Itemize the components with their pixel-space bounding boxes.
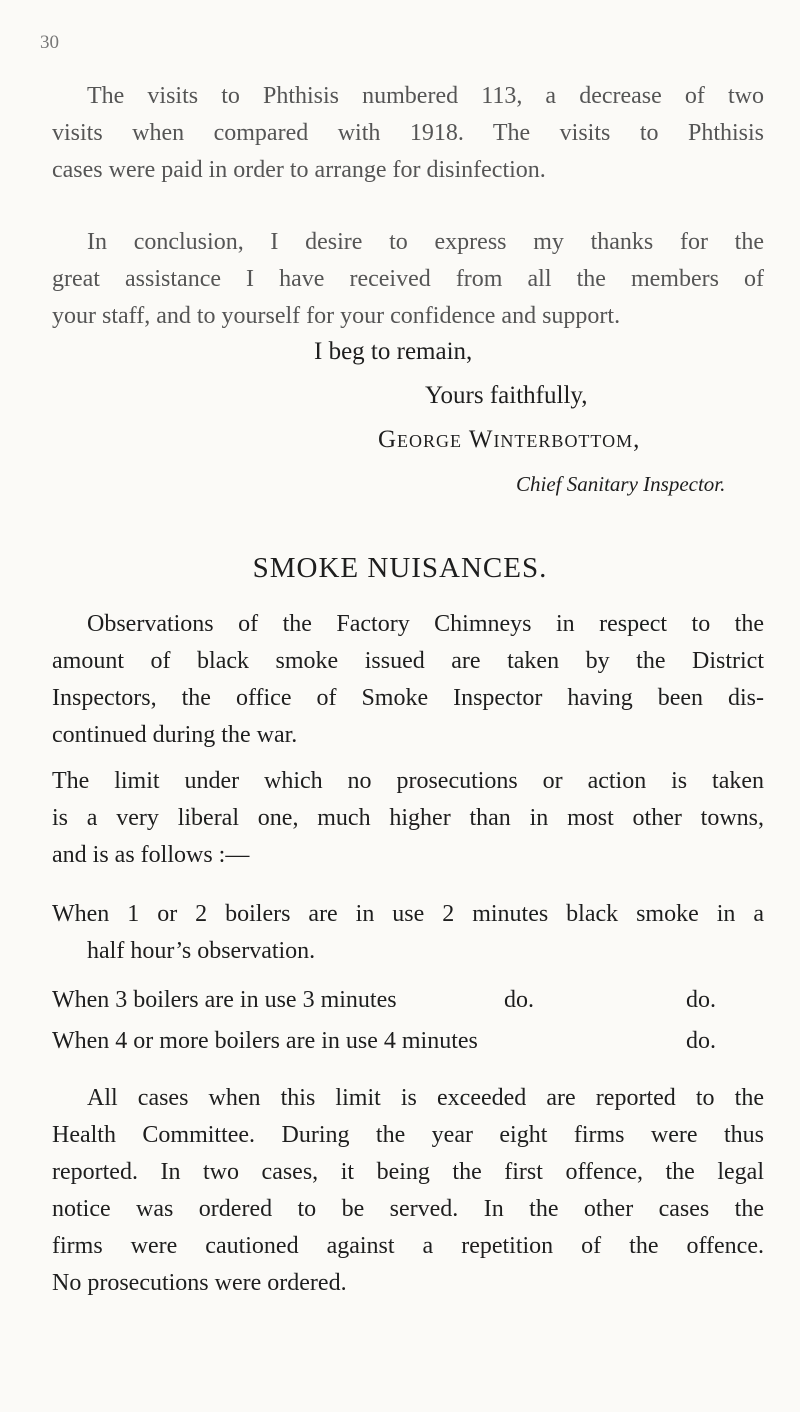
ditto-mark: do. [686,1028,716,1054]
paragraph-line: your staff, and to yourself for your confidence and support. [52,303,621,329]
limit-paragraph [52,763,764,874]
cases-paragraph [52,1080,764,1302]
paragraph-line: notice was ordered to be served. In the other cases the [52,1196,764,1222]
closing-beg-to-remain: I beg to remain, [314,338,473,365]
paragraph-line: firms were cautioned against a repetition of the offence. [52,1233,764,1259]
paragraph-line: Inspectors, the office of Smoke Inspector having been dis- [52,685,764,711]
paragraph-line: is a very liberal one, much higher than in most other towns, [52,805,764,831]
ditto-mark: do. [686,987,716,1013]
paragraph-line: and is as follows :— [52,842,250,868]
paragraph-line: No prosecutions were ordered. [52,1270,347,1296]
condition-line: When 1 or 2 boilers are in use 2 minutes black smoke in a [52,901,764,927]
condition-text: When 3 boilers are in use 3 minutes [52,987,397,1013]
limit-condition-2 [52,982,764,1018]
paragraph-line: All cases when this limit is exceeded are reported to the [87,1085,764,1111]
section-heading: SMOKE NUISANCES. [252,552,548,584]
phthisis-paragraph [52,78,764,189]
paragraph-line: The visits to Phthisis numbered 113, a decrease of two [87,83,764,109]
paragraph-line: Observations of the Factory Chimneys in respect to the [87,611,764,637]
paragraph-line: Health Committee. During the year eight firms were thus [52,1122,764,1148]
signature-name: George Winterbottom, [378,426,641,453]
closing-yours-faithfully: Yours faithfully, [425,382,588,409]
paragraph-line: In conclusion, I desire to express my thanks for the [87,229,764,255]
paragraph-line: The limit under which no prosecutions or action is taken [52,768,764,794]
paragraph-line: amount of black smoke issued are taken by the District [52,648,764,674]
paragraph-line: visits when compared with 1918. The visits to Phthisis [52,120,764,146]
condition-line: half hour’s observation. [87,938,316,964]
paragraph-line: great assistance I have received from all the members of [52,266,764,292]
condition-text: When 4 or more boilers are in use 4 minutes [52,1028,478,1054]
limit-condition-3 [52,1023,764,1059]
ditto-mark: do. [504,987,534,1013]
paragraph-line: continued during the war. [52,722,298,748]
signature-title: Chief Sanitary Inspector. [516,472,726,496]
observations-paragraph [52,606,764,754]
paragraph-line: cases were paid in order to arrange for disinfection. [52,157,546,183]
paragraph-line: reported. In two cases, it being the first offence, the legal [52,1159,764,1185]
conclusion-paragraph [52,224,764,335]
page-number: 30 [40,32,59,53]
limit-condition-1 [52,896,764,970]
